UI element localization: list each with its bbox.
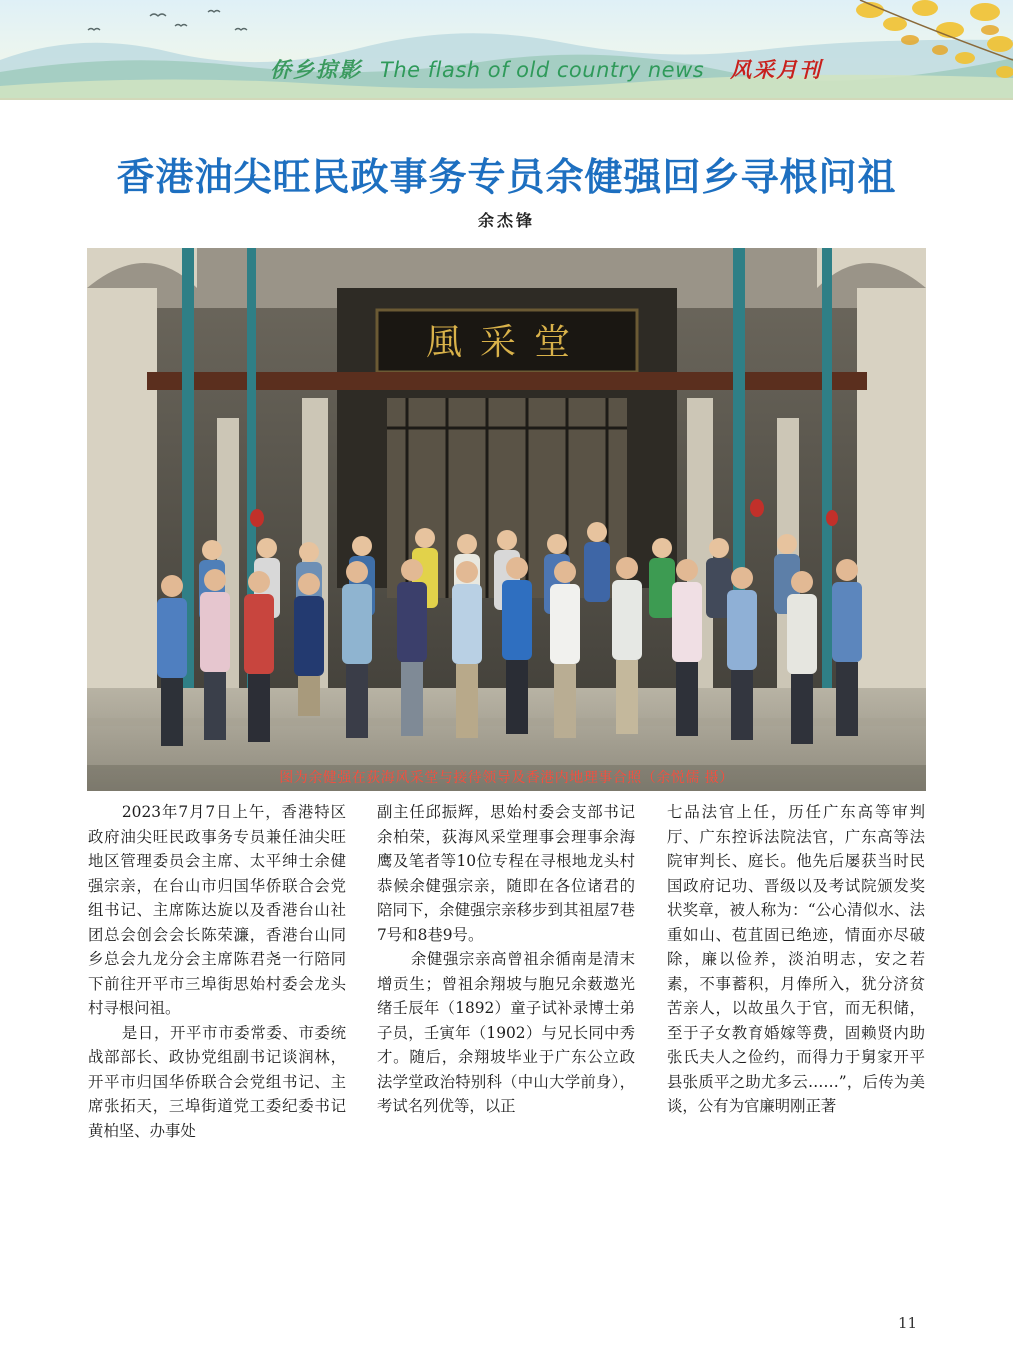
paragraph: 余健强宗亲高曾祖余循南是清末增贡生；曾祖余翔坡与胞兄余薮遨光绪壬辰年（1892）童子试补录博士弟子员，壬寅年（1902）与兄长同中秀才。随后，余翔坡毕业于广东公立政法学堂政治特别科（中山大学前身），考试名列优等，以正 xyxy=(377,950,635,1115)
article-column-1 xyxy=(88,800,346,1143)
plaque-text: 風采堂 xyxy=(425,322,589,363)
magazine-name: 风采月刊 xyxy=(730,58,823,82)
section-name: 侨乡掠影 xyxy=(270,58,362,82)
group-photo xyxy=(87,248,926,791)
article-author: 余杰锋 xyxy=(477,211,535,230)
page-number: 11 xyxy=(898,1314,918,1332)
paragraph: 是日，开平市市委常委、市委统战部部长、政协党组副书记谈润林，开平市归国华侨联合会党组书记、主席张拓天，三埠街道党工委纪委书记黄柏坚、办事处 xyxy=(88,1023,346,1140)
header-banner xyxy=(0,0,1013,100)
paragraph: 2023年7月7日上午，香港特区政府油尖旺民政事务专员兼任油尖旺地区管理委员会主席、太平绅士余健强宗亲，在台山市归国华侨联合会党组书记、主席陈达旋以及香港台山社团总会创会会长陈荣濂，香港台山同乡总会九龙分会主席陈君尧一行陪同下前往开平市三埠街思始村委会龙头村寻根问祖。 xyxy=(88,803,346,1017)
group-photo-illustration xyxy=(87,248,926,791)
article-title: 香港油尖旺民政事务专员余健强回乡寻根问祖 xyxy=(116,155,897,199)
article-column-3 xyxy=(667,800,925,1119)
article-column-2 xyxy=(377,800,635,1119)
header-text-row xyxy=(270,54,822,88)
section-name-english: The flash of old country news xyxy=(380,58,705,82)
photo-caption: 图为余健强在荻海风采堂与接待领导及香港内地理事合照（余悦儒 摄） xyxy=(87,765,926,791)
paragraph: 七品法官上任，历任广东高等审判厅、广东控诉法院法官，广东高等法院审判长、庭长。他先后屡获当时民国政府记功、晋级以及考试院颁发奖状奖章，被人称为：“公心清似水、法重如山、苞苴固已绝迹，情面亦尽破除，廉以俭养，淡泊明志，安之若素，不事蓄积，月俸所入，犹分济贫苦亲人，以故虽久于官，而无积储，至于子女教育婚嫁等费，固赖贤内助张氏夫人之俭约，而得力于舅家开平县张质平之助尤多云……”，后传为美谈，公有为官廉明刚正著 xyxy=(667,803,925,1115)
paragraph: 副主任邱振辉，思始村委会支部书记余柏荣，荻海风采堂理事会理事余海鹰及笔者等10位专程在寻根地龙头村恭候余健强宗亲，随即在各位诸君的陪同下，余健强宗亲移步到其祖屋7巷7号和8巷9号。 xyxy=(377,803,635,944)
